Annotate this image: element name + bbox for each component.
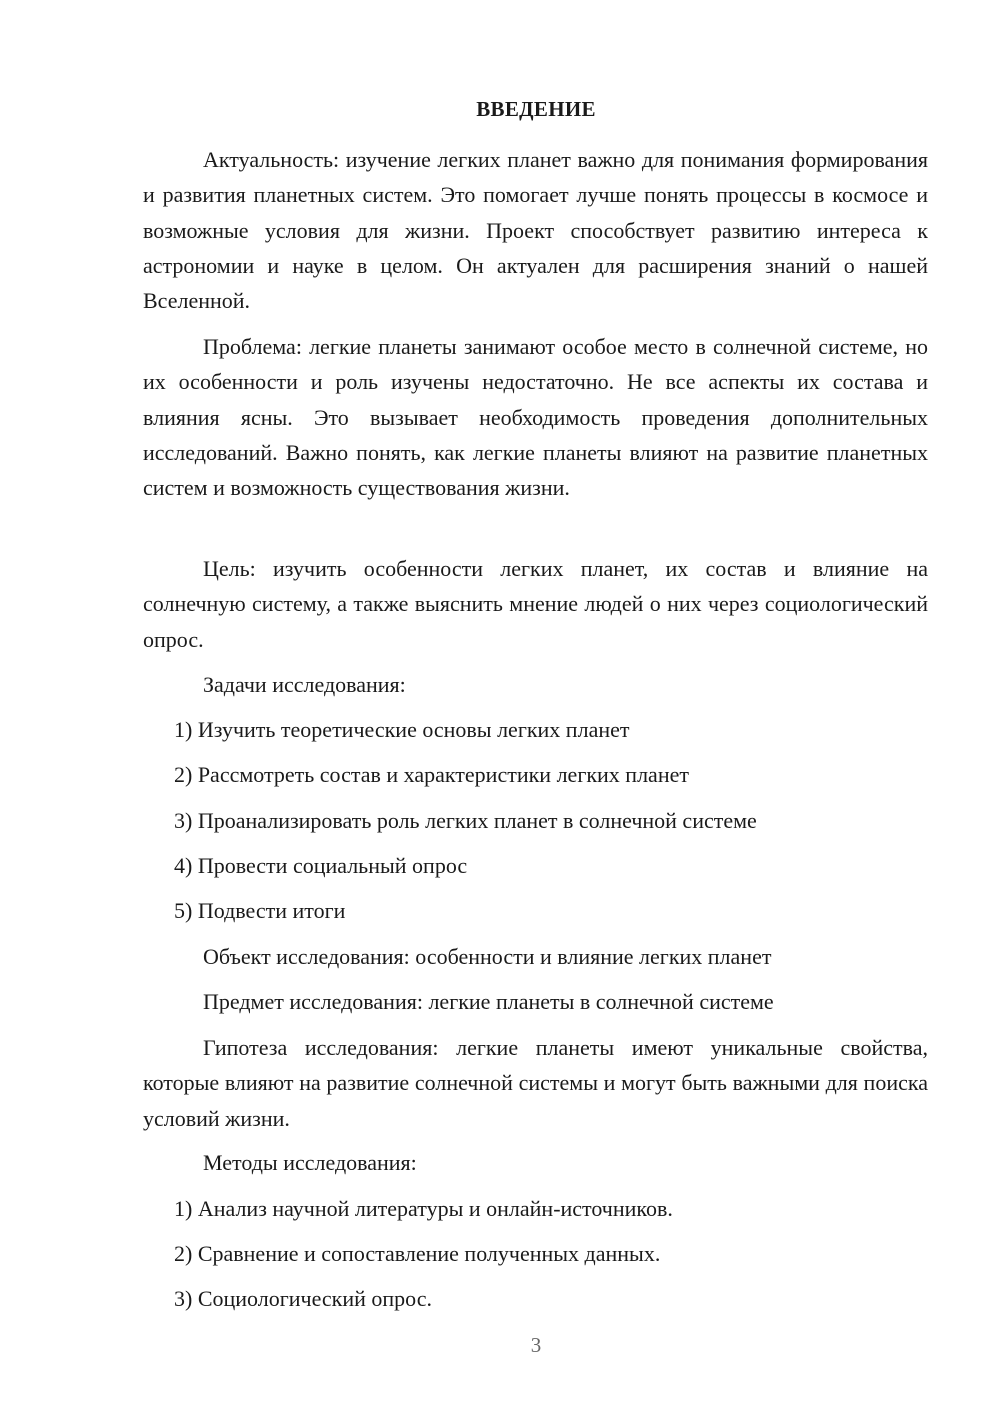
hypothesis-paragraph: Гипотеза исследования: легкие планеты имеют уникальные свойства, которые влияют на развитие солнечной системы и могут быть важными для поиска условий жизни.	[143, 1035, 928, 1131]
problem-paragraph: Проблема: легкие планеты занимают особое место в солнечной системе, но их особенности и роль изучены недостаточно. Не все аспекты их состава и влияния ясны. Это вызывает необходимость проведения дополнительных исследований. Важно понять, как легкие планеты влияют на развитие планетных систем и возможность существования жизни.	[143, 334, 928, 501]
task-item: 4) Провести социальный опрос	[174, 853, 468, 878]
task-item: 3) Проанализировать роль легких планет в солнечной системе	[174, 808, 757, 833]
task-item: 1) Изучить теоретические основы легких планет	[174, 717, 630, 742]
relevance-paragraph: Актуальность: изучение легких планет важно для понимания формирования и развития планетных систем. Это помогает лучше понять процессы в космосе и возможные условия для жизни. Проект способствует развитию интереса к астрономии и науке в целом. Он актуален для расширения знаний о нашей Вселенной.	[143, 147, 928, 314]
page-number: 3	[530, 1333, 542, 1357]
research-subject: Предмет исследования: легкие планеты в солнечной системе	[203, 989, 774, 1014]
method-item: 1) Анализ научной литературы и онлайн-источников.	[174, 1196, 673, 1221]
goal-paragraph: Цель: изучить особенности легких планет, их состав и влияние на солнечную систему, а также выяснить мнение людей о них через социологический опрос.	[143, 556, 928, 652]
page-title: ВВЕДЕНИЕ	[476, 97, 596, 121]
research-object: Объект исследования: особенности и влияние легких планет	[203, 944, 772, 969]
task-item: 2) Рассмотреть состав и характеристики легких планет	[174, 762, 689, 787]
methods-heading: Методы исследования:	[203, 1150, 417, 1175]
task-item: 5) Подвести итоги	[174, 898, 346, 923]
tasks-heading: Задачи исследования:	[203, 672, 406, 697]
method-item: 2) Сравнение и сопоставление полученных данных.	[174, 1241, 661, 1266]
method-item: 3) Социологический опрос.	[174, 1286, 432, 1311]
